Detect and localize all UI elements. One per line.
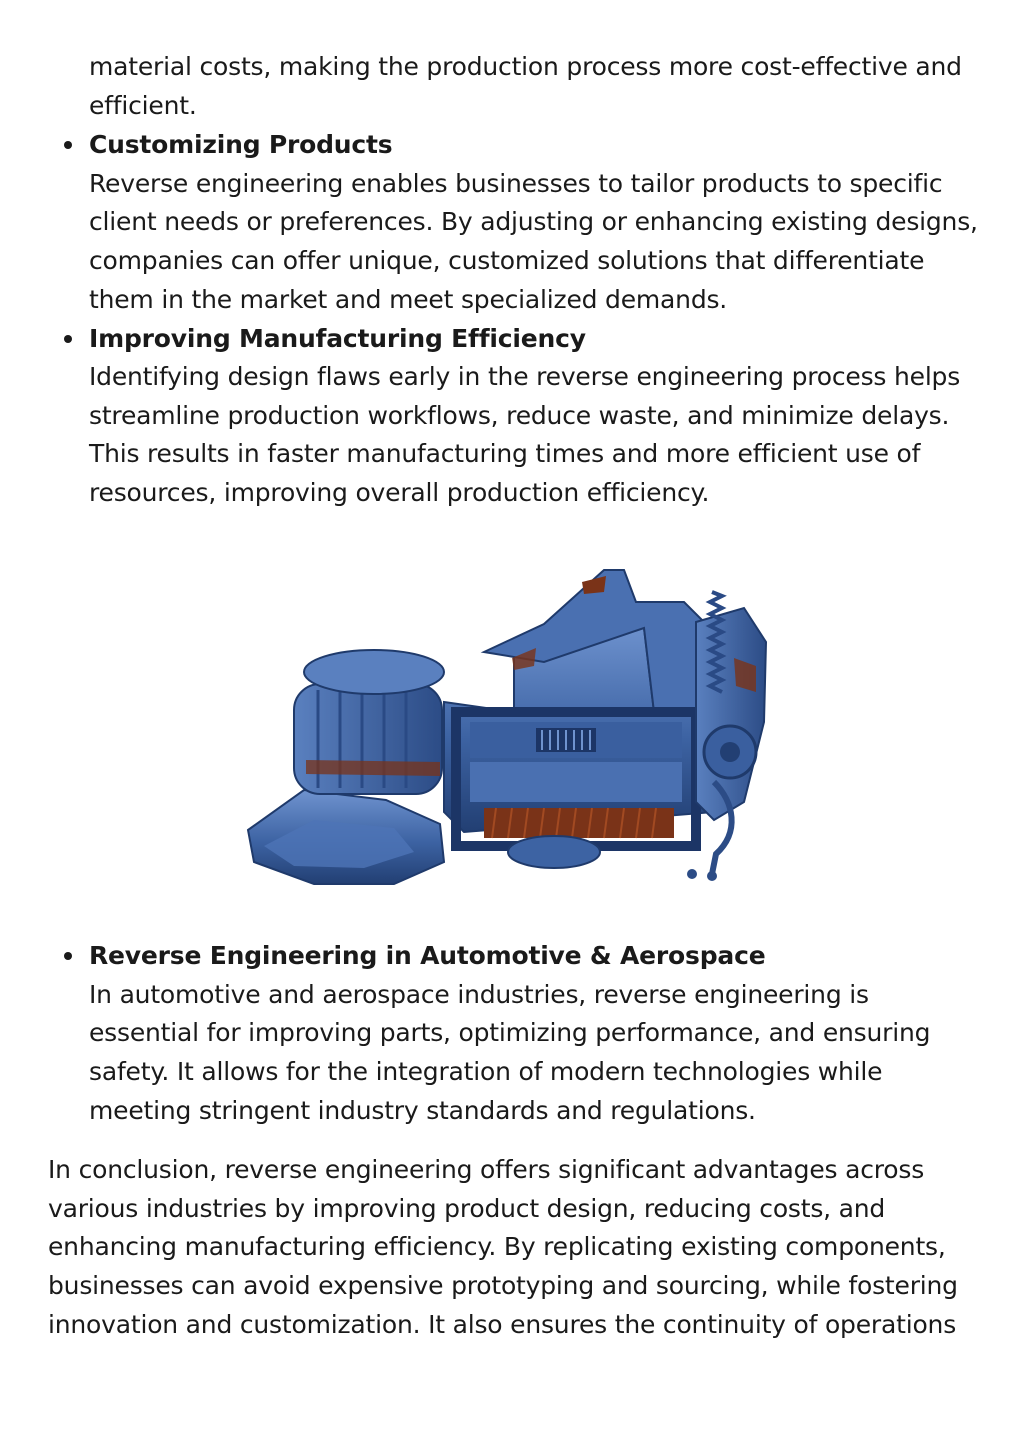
conclusion-line: enhancing manufacturing efficiency. By replicating existing components, [48, 1232, 946, 1261]
3d-scanned-engine-icon [244, 562, 770, 894]
bullet-marker [64, 335, 72, 343]
conclusion-line: In conclusion, reverse engineering offers significant advantages across [48, 1155, 925, 1184]
bullet-text-line: essential for improving parts, optimizing performance, and ensuring [89, 1018, 931, 1047]
bullet-text-line: client needs or preferences. By adjusting or enhancing existing designs, [89, 207, 978, 236]
bullet-text-line: resources, improving overall production efficiency. [89, 478, 710, 507]
conclusion-line: various industries by improving product design, reducing costs, and [48, 1194, 886, 1223]
conclusion-line: innovation and customization. It also ensures the continuity of operations [48, 1310, 957, 1339]
bullet-text-line: companies can offer unique, customized solutions that differentiate [89, 246, 925, 275]
bullet-heading-customizing-products: Customizing Products [89, 130, 393, 159]
bullet-text-line: In automotive and aerospace industries, reverse engineering is [89, 980, 869, 1009]
bullet-marker [64, 952, 72, 960]
bullet-text-line: meeting stringent industry standards and regulations. [89, 1096, 756, 1125]
bullet-text-line: Identifying design flaws early in the reverse engineering process helps [89, 362, 961, 391]
conclusion-line: businesses can avoid expensive prototyping and sourcing, while fostering [48, 1271, 958, 1300]
intro-line: efficient. [89, 91, 197, 120]
bullet-text-line: Reverse engineering enables businesses to tailor products to specific [89, 169, 943, 198]
bullet-text-line: safety. It allows for the integration of modern technologies while [89, 1057, 883, 1086]
bullet-marker [64, 141, 72, 149]
bullet-heading-manufacturing-efficiency: Improving Manufacturing Efficiency [89, 324, 586, 353]
bullet-text-line: them in the market and meet specialized demands. [89, 285, 728, 314]
bullet-text-line: streamline production workflows, reduce waste, and minimize delays. [89, 401, 950, 430]
intro-line: material costs, making the production process more cost-effective and [89, 52, 962, 81]
engine-scan-image [244, 562, 770, 894]
bullet-heading-automotive-aerospace: Reverse Engineering in Automotive & Aerospace [89, 941, 766, 970]
bullet-text-line: This results in faster manufacturing times and more efficient use of [89, 439, 921, 468]
